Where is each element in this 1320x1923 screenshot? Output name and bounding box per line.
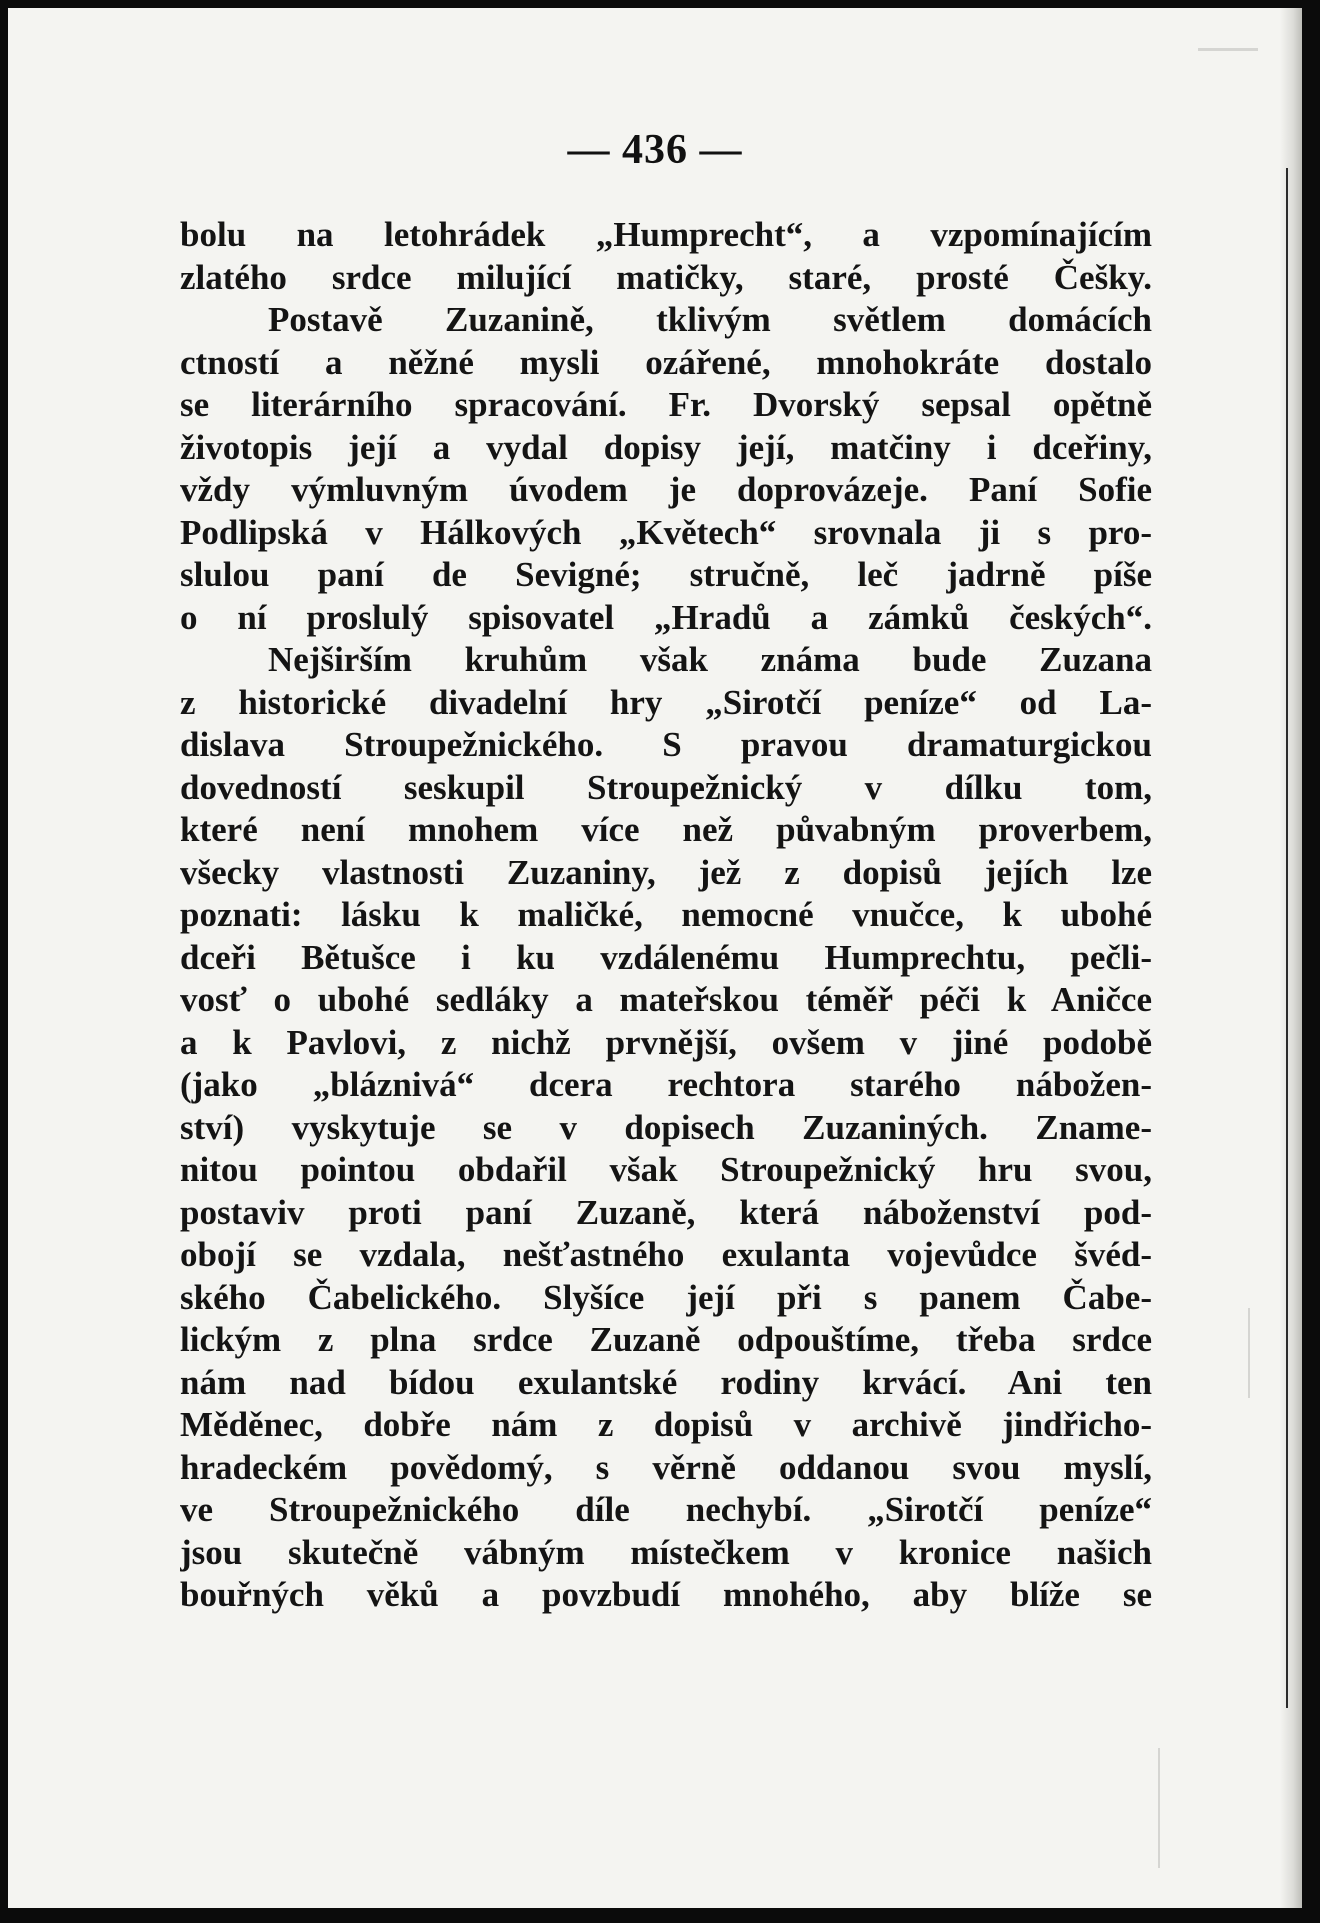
text-line: hradeckém povědomý, s věrně oddanou svou myslí,: [180, 1447, 1152, 1487]
text-line: které není mnohem více než půvabným proverbem,: [180, 810, 1152, 849]
text-line: ského Čabelického. Slyšíce její při s panem Čabe-: [180, 1277, 1152, 1317]
text-line: bolu na letohrádek „Humprecht“, a vzpomínajícím: [180, 215, 1152, 254]
text-line: bouřných věků a povzbudí mnohého, aby blíže se: [180, 1575, 1152, 1614]
text-line: Podlipská v Hálkových „Květech“ srovnala ji s pro-: [180, 512, 1152, 552]
text-line: z historické divadelní hry „Sirotčí peníze“ od La-: [180, 682, 1152, 722]
text-line: (jako „bláznivá“ dcera rechtora starého nábožen-: [180, 1065, 1152, 1104]
book-page: [8, 8, 1302, 1908]
text-line: a k Pavlovi, z nichž prvnější, ovšem v jiné podobě: [180, 1022, 1152, 1062]
scan-scuff: [1158, 1748, 1160, 1868]
text-line: postaviv proti paní Zuzaně, která náboženství pod-: [180, 1192, 1152, 1232]
text-line: slulou paní de Sevigné; stručně, leč jadrně píše: [180, 555, 1152, 594]
text-line: ství) vyskytuje se v dopisech Zuzaniných. Zname-: [180, 1107, 1152, 1147]
text-line: všecky vlastnosti Zuzaniny, jež z dopisů jejích lze: [180, 852, 1152, 892]
body-text: [180, 214, 1152, 1617]
text-line: poznati: lásku k maličké, nemocné vnučce, k ubohé: [180, 895, 1152, 934]
text-line: nám nad bídou exulantské rodiny krvácí. Ani ten: [180, 1362, 1152, 1402]
text-line: životopis její a vydal dopisy její, matčiny i dceřiny,: [180, 427, 1152, 467]
text-line: dislava Stroupežnického. S pravou dramaturgickou: [180, 725, 1152, 764]
text-line: se literárního spracování. Fr. Dvorský sepsal opětně: [180, 385, 1152, 424]
text-line: dovedností seskupil Stroupežnický v dílku tom,: [180, 767, 1152, 807]
text-line: nitou pointou obdařil však Stroupežnický hru svou,: [180, 1150, 1152, 1189]
scan-scuff: [1248, 1308, 1250, 1398]
text-line: zlatého srdce milující matičky, staré, prosté Češky.: [180, 257, 1152, 297]
text-line: obojí se vzdala, nešťastného exulanta vojevůdce švéd-: [180, 1235, 1152, 1274]
page-number: — 436 —: [567, 127, 743, 173]
text-line: ve Stroupežnického díle nechybí. „Sirotčí peníze“: [180, 1490, 1152, 1529]
page-edge-line: [1286, 168, 1288, 1708]
text-line: ctností a něžné mysli ozářené, mnohokráte dostalo: [180, 342, 1152, 382]
text-line: vždy výmluvným úvodem je doprovázeje. Paní Sofie: [180, 470, 1152, 509]
text-line: jsou skutečně vábným místečkem v kronice našich: [180, 1532, 1152, 1572]
text-line: Postavě Zuzanině, tklivým světlem domácích: [268, 300, 1152, 339]
scan-scuff: [1198, 48, 1258, 51]
text-line: o ní proslulý spisovatel „Hradů a zámků českých“.: [180, 597, 1152, 637]
text-line: lickým z plna srdce Zuzaně odpouštíme, třeba srdce: [180, 1320, 1152, 1359]
text-line: Měděnec, dobře nám z dopisů v archivě jindřicho-: [180, 1405, 1152, 1444]
page-edge-shadow: [1280, 8, 1302, 1908]
text-line: vosť o ubohé sedláky a mateřskou téměř péči k Aničce: [180, 980, 1152, 1019]
text-line: dceři Bětušce i ku vzdálenému Humprechtu, pečli-: [180, 937, 1152, 977]
text-line: Nejširším kruhům však známa bude Zuzana: [268, 640, 1152, 679]
